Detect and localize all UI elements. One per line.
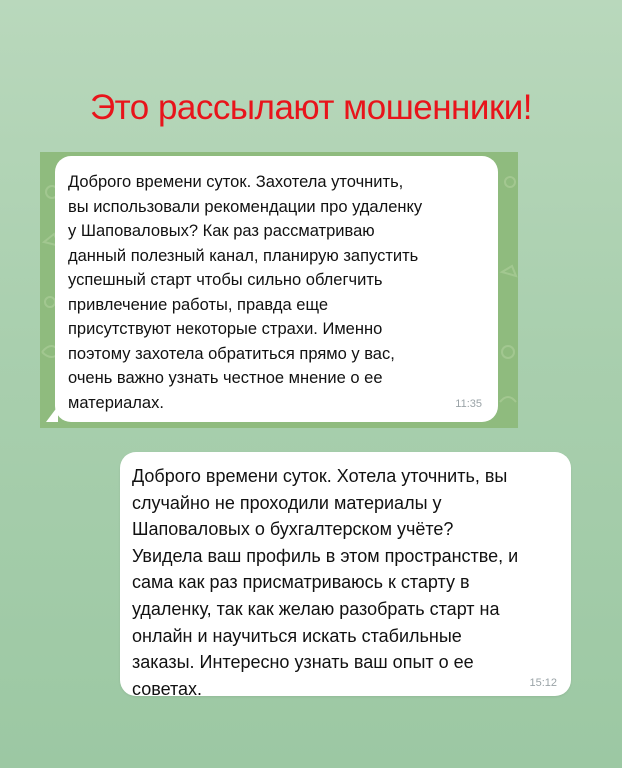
message-bubble-incoming-2 xyxy=(120,452,571,699)
message-text: Доброго времени суток. Хотела уточнить, вы случайно не проходили материалы у Шаповаловых о бухгалтерском учёте? Увидела ваш профиль в этом пространстве, и сама как раз присматриваюсь к старту в удаленку, так как желаю разобрать старт на онлайн и научиться искать стабильные заказы. Интересно узнать ваш опыт о ее советах. xyxy=(132,466,519,699)
bubble-tail xyxy=(46,406,58,422)
message-timestamp: 15:12 xyxy=(529,677,557,689)
message-bubble-incoming-1 xyxy=(55,156,498,422)
warning-headline: Это рассылают мошенники! xyxy=(89,88,533,127)
message-text: Доброго времени суток. Захотела уточнить, вы использовали рекомендации про удаленку у Шаповаловых? Как раз рассматриваю данный полезный канал, планирую запустить успешный старт чтобы сильно облегчить привлечение работы, правда еще присутствуют некоторые страхи. Именно поэтому захотела обратиться прямо у вас, очень важно узнать честное мнение о ее материалах. xyxy=(68,173,423,412)
message-timestamp: 11:35 xyxy=(455,398,482,410)
chat-screenshot xyxy=(40,152,518,428)
